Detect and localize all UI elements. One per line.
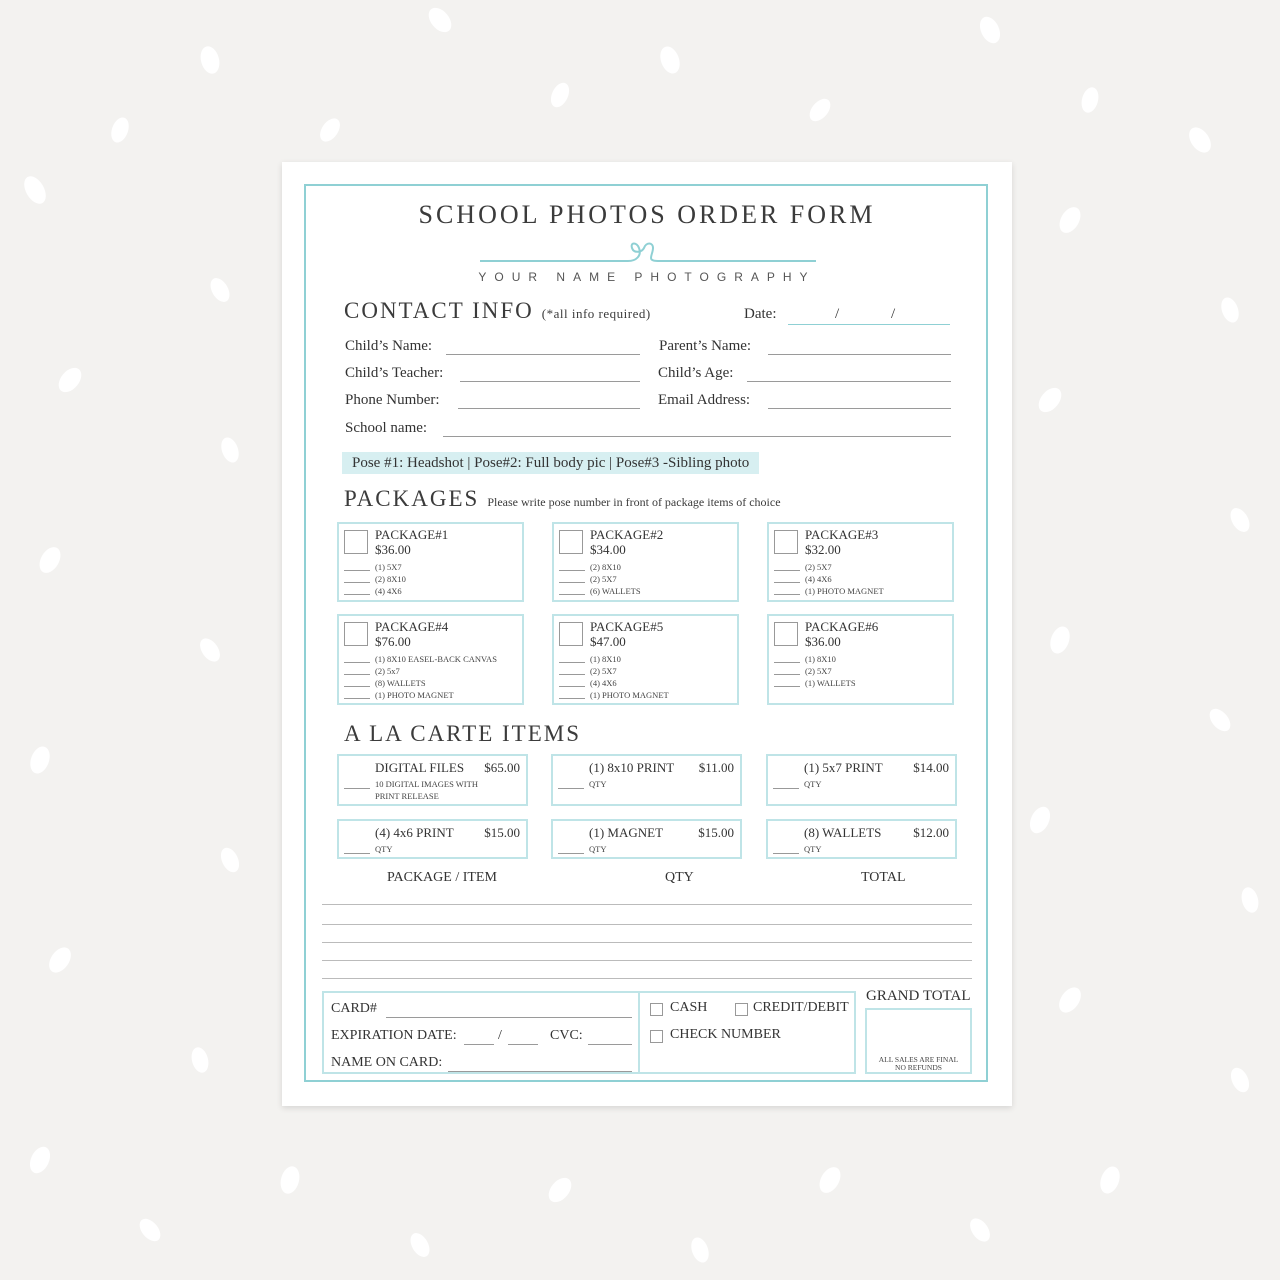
package-1 <box>337 522 524 602</box>
package-name: PACKAGE#3 <box>805 527 879 542</box>
order-line[interactable] <box>322 924 972 925</box>
package-item: (4) 4X6 <box>590 678 617 688</box>
package-item: (1) 8X10 EASEL-BACK CANVAS <box>375 654 497 664</box>
expiration-month-field[interactable] <box>464 1044 494 1045</box>
order-line[interactable] <box>322 978 972 979</box>
contact-info-heading <box>344 298 651 324</box>
alacarte-magnet <box>551 819 742 859</box>
name-on-card-field[interactable] <box>448 1071 632 1072</box>
alacarte-digital-files <box>337 754 528 806</box>
grand-total-label: GRAND TOTAL <box>866 988 971 1004</box>
pose-number-blank[interactable] <box>559 662 585 663</box>
pose-number-blank[interactable] <box>559 698 585 699</box>
qty-label: QTY <box>804 844 822 854</box>
package-price: $36.00 <box>805 634 841 649</box>
order-line[interactable] <box>322 960 972 961</box>
column-header-total: TOTAL <box>861 870 906 885</box>
package-item: (1) WALLETS <box>805 678 856 688</box>
pose-number-blank[interactable] <box>774 686 800 687</box>
school-name-field[interactable] <box>443 436 951 437</box>
qty-blank[interactable] <box>773 853 799 854</box>
packages-heading <box>344 486 781 512</box>
parent-name-field[interactable] <box>768 354 951 355</box>
check-number-checkbox[interactable] <box>650 1030 663 1043</box>
qty-label: QTY <box>804 779 822 789</box>
child-name-field[interactable] <box>446 354 640 355</box>
child-teacher-label: Child’s Teacher: <box>345 365 444 381</box>
package-2 <box>552 522 739 602</box>
package-4-checkbox[interactable] <box>344 622 368 646</box>
package-5 <box>552 614 739 705</box>
pose-number-blank[interactable] <box>344 582 370 583</box>
package-name: PACKAGE#2 <box>590 527 664 542</box>
pose-number-blank[interactable] <box>774 662 800 663</box>
pose-number-blank[interactable] <box>559 582 585 583</box>
package-name: PACKAGE#6 <box>805 619 879 634</box>
email-address-field[interactable] <box>768 408 951 409</box>
alacarte-item-price: $12.00 <box>913 825 949 840</box>
qty-blank[interactable] <box>344 788 370 789</box>
alacarte-4x6-print <box>337 819 528 859</box>
package-price: $76.00 <box>375 634 411 649</box>
payment-method-box <box>638 991 856 1074</box>
qty-blank[interactable] <box>344 853 370 854</box>
column-header-qty: QTY <box>665 870 694 885</box>
package-item: (1) PHOTO MAGNET <box>375 690 454 700</box>
pose-number-blank[interactable] <box>344 698 370 699</box>
pose-number-blank[interactable] <box>774 582 800 583</box>
pose-number-blank[interactable] <box>774 674 800 675</box>
card-number-field[interactable] <box>386 1017 632 1018</box>
date-separator-2: / <box>891 306 896 322</box>
phone-number-field[interactable] <box>458 408 640 409</box>
expiration-date-label: EXPIRATION DATE: <box>331 1028 457 1043</box>
form-title: SCHOOL PHOTOS ORDER FORM <box>418 200 876 229</box>
contact-info-note: (*all info required) <box>541 306 651 321</box>
alacarte-8x10-print <box>551 754 742 806</box>
alacarte-item-note: 10 DIGITAL IMAGES WITH <box>375 779 478 789</box>
alacarte-item-name: (8) WALLETS <box>804 825 882 840</box>
package-price: $36.00 <box>375 542 411 557</box>
package-item: (1) PHOTO MAGNET <box>805 586 884 596</box>
package-item: (4) 4X6 <box>805 574 832 584</box>
brand-name: YOUR NAME PHOTOGRAPHY <box>478 270 816 284</box>
pose-number-blank[interactable] <box>344 662 370 663</box>
alacarte-item-price: $65.00 <box>484 760 520 775</box>
package-5-checkbox[interactable] <box>559 622 583 646</box>
email-address-label: Email Address: <box>658 392 751 408</box>
date-field[interactable] <box>788 324 950 325</box>
alacarte-item-price: $15.00 <box>698 825 734 840</box>
heart-divider-icon <box>478 230 818 264</box>
date-separator-1: / <box>835 306 840 322</box>
parent-name-label: Parent’s Name: <box>659 338 752 354</box>
alacarte-item-name: DIGITAL FILES <box>375 760 465 775</box>
pose-number-blank[interactable] <box>559 686 585 687</box>
pose-number-blank[interactable] <box>559 674 585 675</box>
pose-number-blank[interactable] <box>344 686 370 687</box>
child-age-field[interactable] <box>747 381 951 382</box>
credit-debit-label: CREDIT/DEBIT <box>753 1000 849 1015</box>
package-name: PACKAGE#4 <box>375 619 449 634</box>
cvc-label: CVC: <box>550 1028 583 1043</box>
alacarte-5x7-print <box>766 754 957 806</box>
card-number-label: CARD# <box>331 1001 377 1016</box>
package-name: PACKAGE#1 <box>375 527 449 542</box>
qty-blank[interactable] <box>558 788 584 789</box>
pose-number-blank[interactable] <box>559 570 585 571</box>
pose-number-blank[interactable] <box>774 594 800 595</box>
alacarte-item-name: (1) 5x7 PRINT <box>804 760 883 775</box>
package-2-checkbox[interactable] <box>559 530 583 554</box>
expiration-separator: / <box>498 1028 502 1043</box>
order-line[interactable] <box>322 942 972 943</box>
package-item: (2) 5X7 <box>590 666 617 676</box>
package-3-checkbox[interactable] <box>774 530 798 554</box>
date-label: Date: <box>744 306 777 322</box>
package-item: (6) WALLETS <box>590 586 641 596</box>
package-price: $32.00 <box>805 542 841 557</box>
check-number-label: CHECK NUMBER <box>670 1027 781 1042</box>
alacarte-item-price: $15.00 <box>484 825 520 840</box>
package-item: (8) WALLETS <box>375 678 426 688</box>
child-age-label: Child’s Age: <box>658 365 734 381</box>
alacarte-item-name: (4) 4x6 PRINT <box>375 825 454 840</box>
package-6 <box>767 614 954 705</box>
package-1-checkbox[interactable] <box>344 530 368 554</box>
qty-blank[interactable] <box>773 788 799 789</box>
package-item: (1) 8X10 <box>805 654 836 664</box>
school-name-label: School name: <box>345 420 428 436</box>
package-item: (2) 8X10 <box>375 574 406 584</box>
package-price: $47.00 <box>590 634 626 649</box>
packages-title: PACKAGES <box>344 486 480 511</box>
qty-label: QTY <box>589 844 607 854</box>
package-item: (2) 5x7 <box>375 666 400 676</box>
package-price: $34.00 <box>590 542 626 557</box>
package-item: (1) 5X7 <box>375 562 402 572</box>
card-details-box <box>322 991 640 1074</box>
child-teacher-field[interactable] <box>460 381 640 382</box>
package-item: (2) 8X10 <box>590 562 621 572</box>
phone-number-label: Phone Number: <box>345 392 440 408</box>
alacarte-item-note: PRINT RELEASE <box>375 791 439 801</box>
package-item: (1) PHOTO MAGNET <box>590 690 669 700</box>
alacarte-item-price: $14.00 <box>913 760 949 775</box>
packages-note: Please write pose number in front of package items of choice <box>487 495 781 509</box>
alacarte-item-name: (1) 8x10 PRINT <box>589 760 675 775</box>
cvc-field[interactable] <box>588 1044 632 1045</box>
name-on-card-label: NAME ON CARD: <box>331 1055 443 1070</box>
pose-options-bar: Pose #1: Headshot | Pose#2: Full body pic | Pose#3 -Sibling photo <box>342 452 759 474</box>
qty-blank[interactable] <box>558 853 584 854</box>
package-item: (1) 8X10 <box>590 654 621 664</box>
package-6-checkbox[interactable] <box>774 622 798 646</box>
alacarte-item-name: (1) MAGNET <box>589 825 664 840</box>
qty-label: QTY <box>589 779 607 789</box>
cash-checkbox[interactable] <box>650 1003 663 1016</box>
order-line[interactable] <box>322 904 972 905</box>
pose-number-blank[interactable] <box>559 594 585 595</box>
no-refunds-note: NO REFUNDS <box>895 1063 942 1072</box>
package-4 <box>337 614 524 705</box>
sales-final-note: ALL SALES ARE FINAL <box>878 1055 959 1064</box>
order-form-sheet <box>282 162 1012 1106</box>
credit-debit-checkbox[interactable] <box>735 1003 748 1016</box>
column-header-item: PACKAGE / ITEM <box>387 870 497 885</box>
grand-total-box[interactable] <box>865 1008 972 1074</box>
alacarte-heading: A LA CARTE ITEMS <box>344 721 581 746</box>
qty-label: QTY <box>375 844 393 854</box>
package-3 <box>767 522 954 602</box>
pose-number-blank[interactable] <box>774 570 800 571</box>
package-item: (2) 5X7 <box>805 666 832 676</box>
pose-number-blank[interactable] <box>344 594 370 595</box>
child-name-label: Child’s Name: <box>345 338 433 354</box>
pose-number-blank[interactable] <box>344 570 370 571</box>
package-name: PACKAGE#5 <box>590 619 664 634</box>
contact-info-title: CONTACT INFO <box>344 298 534 323</box>
package-item: (2) 5X7 <box>805 562 832 572</box>
package-item: (4) 4X6 <box>375 586 402 596</box>
pose-number-blank[interactable] <box>344 674 370 675</box>
alacarte-wallets <box>766 819 957 859</box>
alacarte-item-price: $11.00 <box>698 760 734 775</box>
cash-label: CASH <box>670 1000 708 1015</box>
expiration-year-field[interactable] <box>508 1044 538 1045</box>
package-item: (2) 5X7 <box>590 574 617 584</box>
